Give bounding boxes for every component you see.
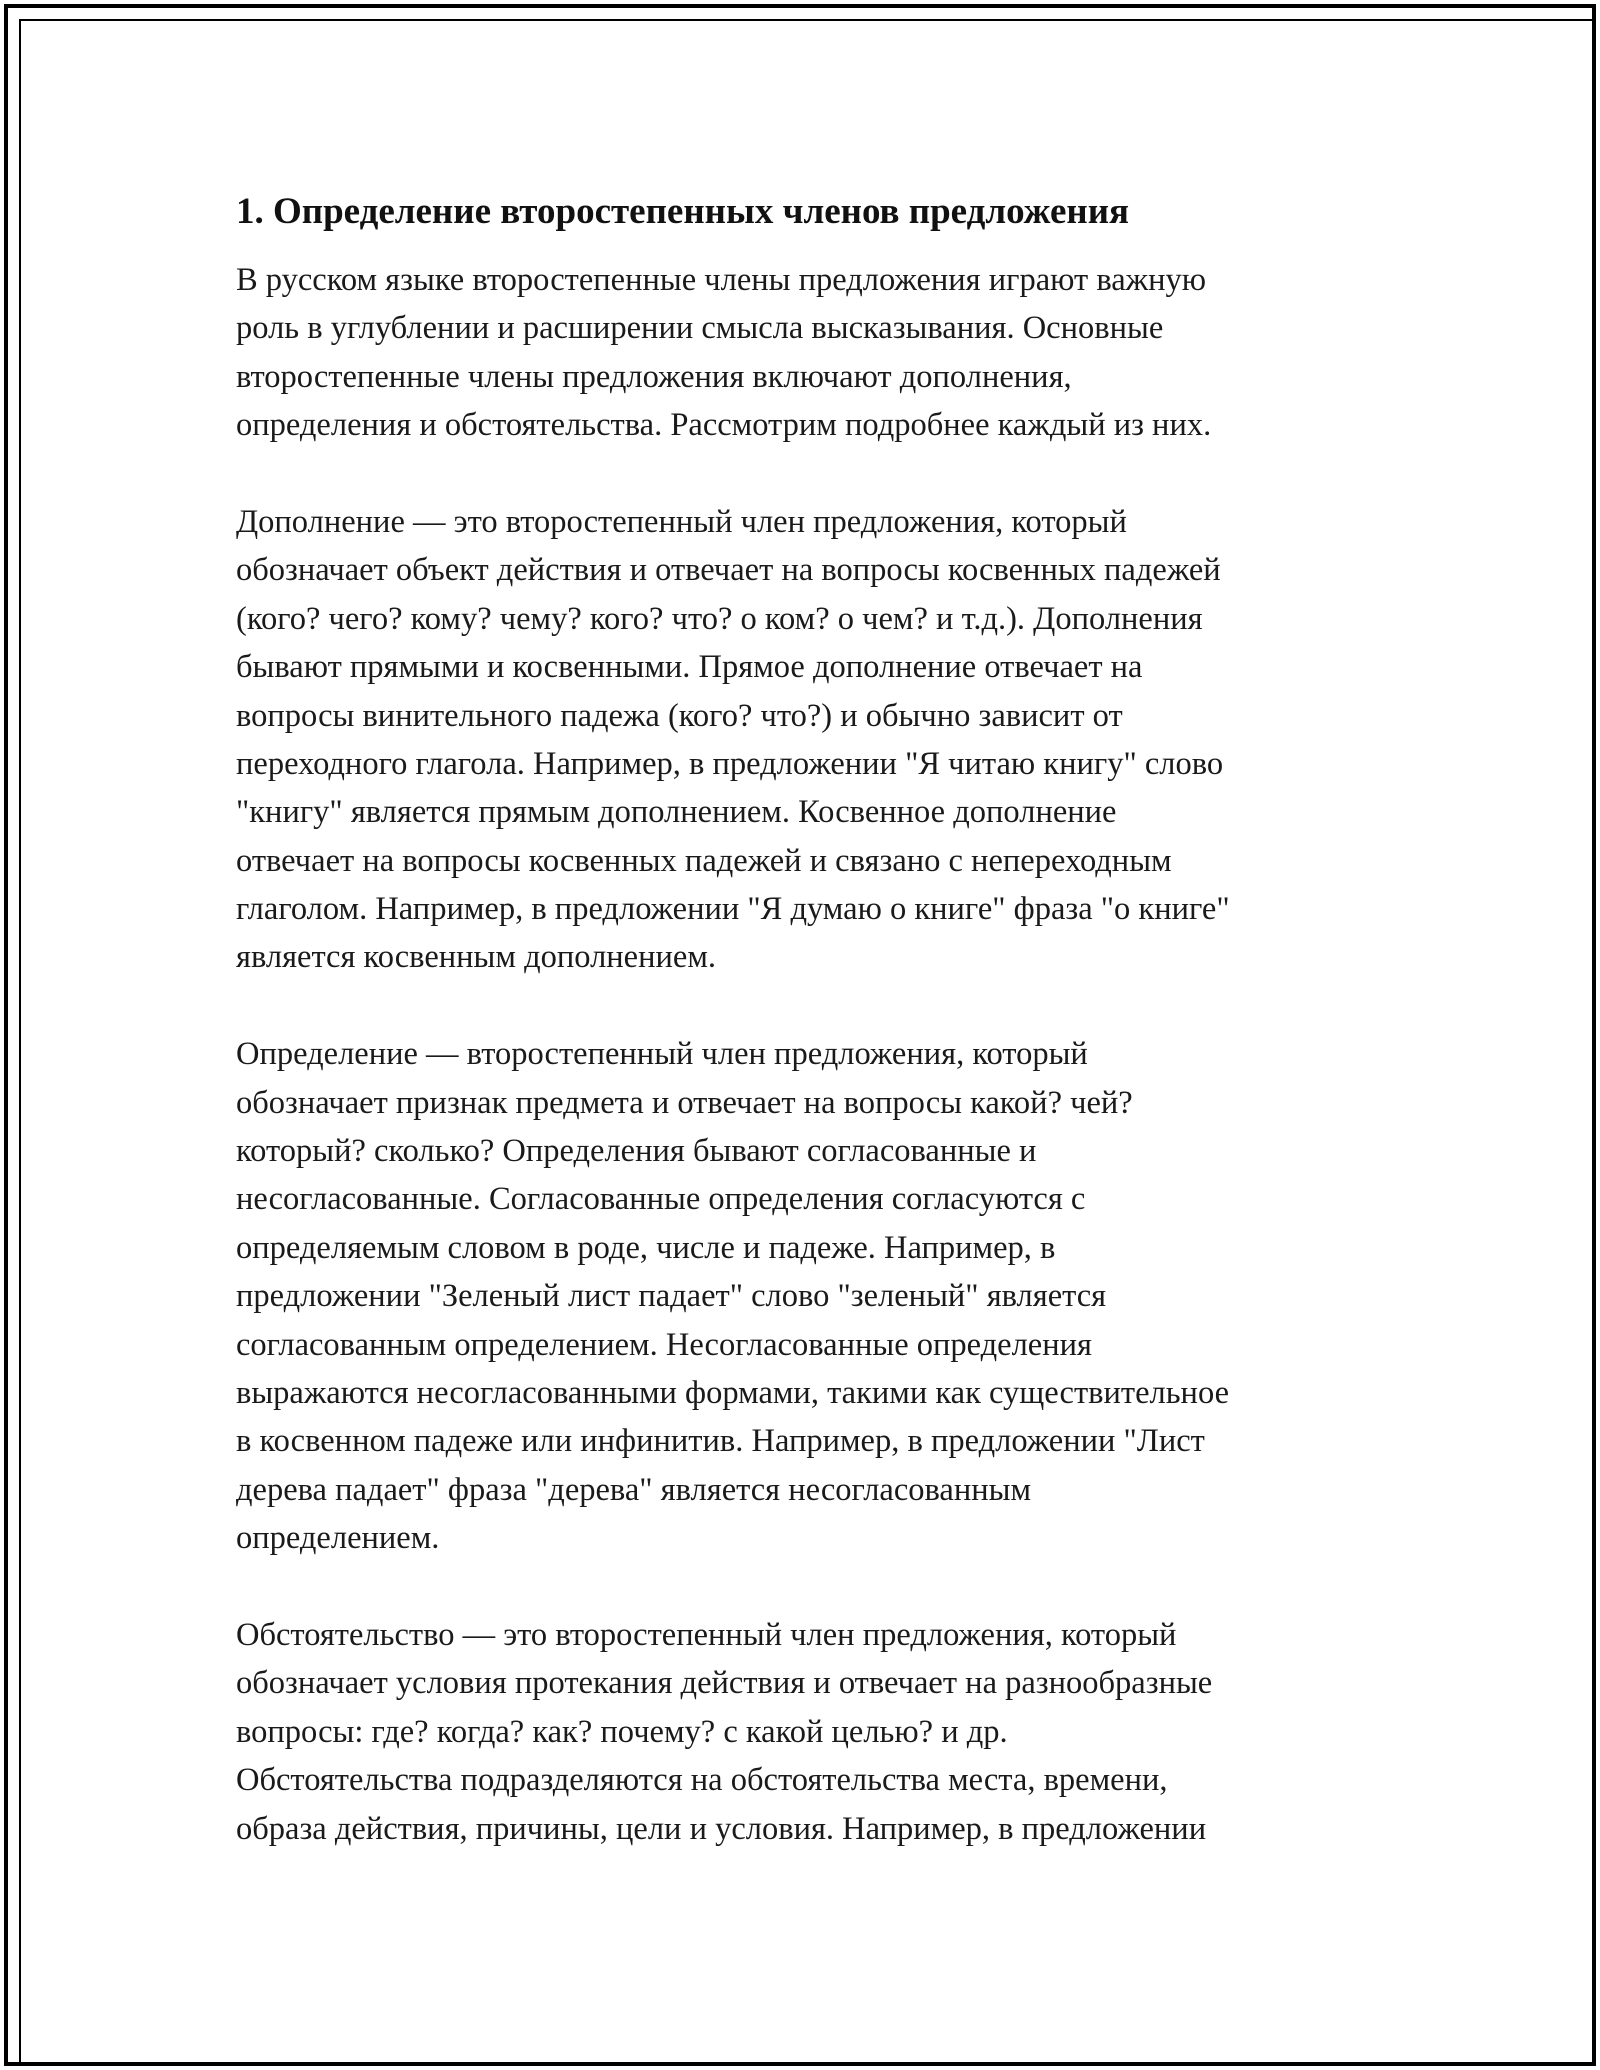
- text-line: определением.: [236, 1520, 440, 1557]
- section-heading: 1. Определение второстепенных членов предложения: [236, 191, 1130, 232]
- text-line: предложении "Зеленый лист падает" слово "зеленый" является: [236, 1278, 1107, 1315]
- text-line: Обстоятельства подразделяются на обстоятельства места, времени,: [236, 1762, 1168, 1799]
- text-line: второстепенные члены предложения включают дополнения,: [236, 358, 1072, 395]
- text-line: Определение — второстепенный член предложения, который: [236, 1036, 1088, 1073]
- text-line: является косвенным дополнением.: [236, 939, 717, 976]
- text-line: несогласованные. Согласованные определения согласуются с: [236, 1181, 1086, 1218]
- text-line: вопросы: где? когда? как? почему? с какой целью? и др.: [236, 1713, 1008, 1750]
- document-body: [236, 184, 1386, 1901]
- text-line: согласованным определением. Несогласованные определения: [236, 1326, 1092, 1363]
- text-line: (кого? чего? кому? чему? кого? что? о ком? о чем? и т.д.). Дополнения: [236, 600, 1203, 637]
- text-line: "книгу" является прямым дополнением. Косвенное дополнение: [236, 794, 1117, 831]
- text-line: бывают прямыми и косвенными. Прямое дополнение отвечает на: [236, 649, 1143, 686]
- text-line: обозначает признак предмета и отвечает на вопросы какой? чей?: [236, 1084, 1133, 1121]
- paragraph-circumstance: [236, 1611, 1386, 1853]
- text-line: Дополнение — это второстепенный член предложения, который: [236, 503, 1127, 540]
- text-line: обозначает объект действия и отвечает на вопросы косвенных падежей: [236, 552, 1221, 589]
- text-line: роль в углублении и расширении смысла высказывания. Основные: [236, 310, 1164, 347]
- text-line: образа действия, причины, цели и условия. Например, в предложении: [236, 1810, 1207, 1847]
- text-line: обозначает условия протекания действия и отвечает на разнообразные: [236, 1665, 1213, 1702]
- text-line: выражаются несогласованными формами, такими как существительное: [236, 1374, 1230, 1411]
- text-line: в косвенном падеже или инфинитив. Например, в предложении "Лист: [236, 1423, 1205, 1460]
- paragraph-intro: [236, 256, 1386, 450]
- text-line: вопросы винительного падежа (кого? что?) и обычно зависит от: [236, 697, 1123, 734]
- text-line: дерева падает" фраза "дерева" является несогласованным: [236, 1471, 1032, 1508]
- text-line: определяемым словом в роде, числе и падеже. Например, в: [236, 1229, 1056, 1266]
- text-line: Обстоятельство — это второстепенный член предложения, который: [236, 1616, 1177, 1653]
- text-line: определения и обстоятельства. Рассмотрим подробнее каждый из них.: [236, 407, 1212, 444]
- text-line: переходного глагола. Например, в предложении "Я читаю книгу" слово: [236, 745, 1224, 782]
- text-line: В русском языке второстепенные члены предложения играют важную: [236, 262, 1207, 298]
- text-line: глаголом. Например, в предложении "Я думаю о книге" фраза "о книге": [236, 891, 1230, 928]
- text-line: отвечает на вопросы косвенных падежей и связано с непереходным: [236, 842, 1172, 879]
- text-line: который? сколько? Определения бывают согласованные и: [236, 1133, 1037, 1170]
- paragraph-complement: [236, 498, 1386, 982]
- paragraph-attribute: [236, 1030, 1386, 1562]
